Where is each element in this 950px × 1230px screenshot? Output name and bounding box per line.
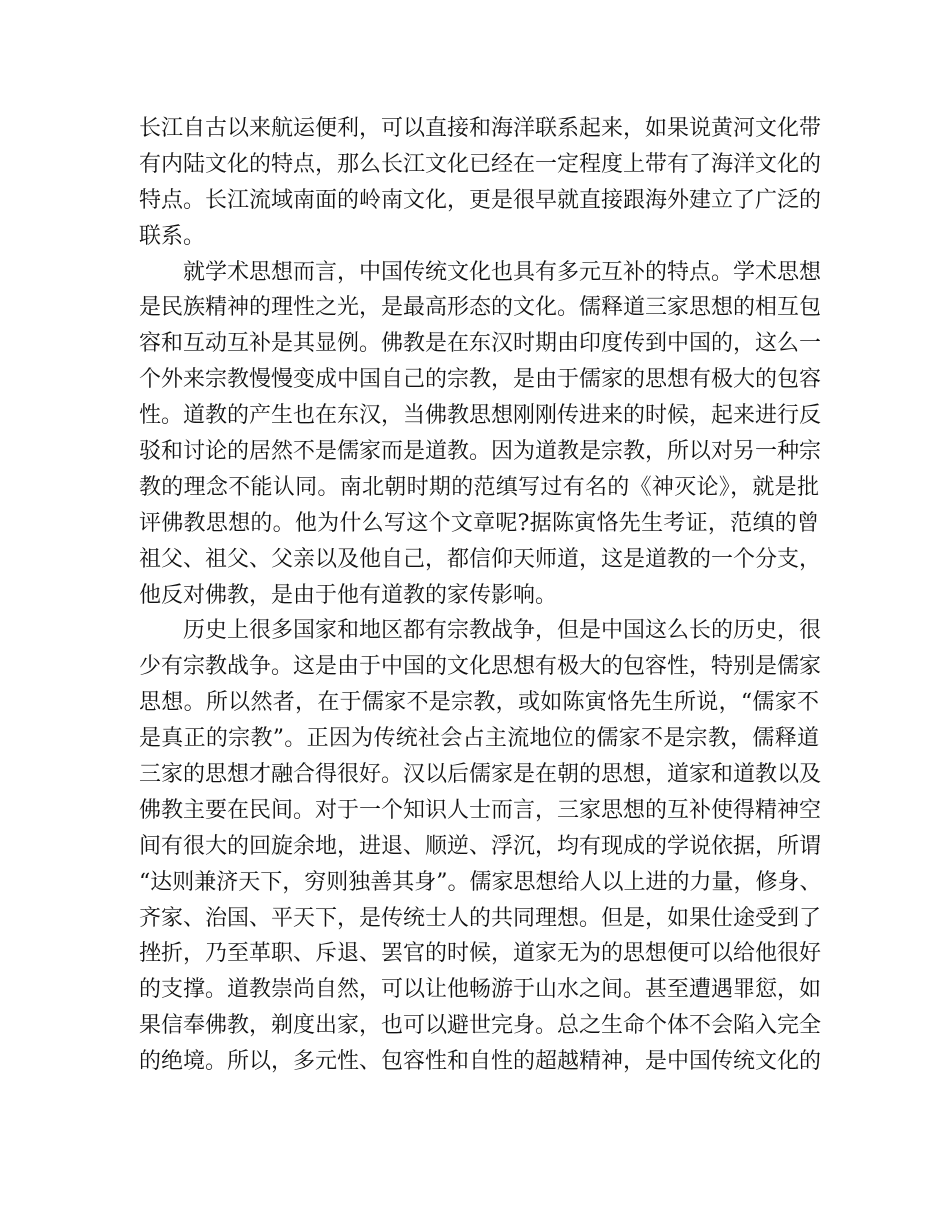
text-line: 评佛教思想的。他为什么写这个文章呢?据陈寅恪先生考证，范缜的曾 <box>139 510 819 536</box>
text-line: 挫折，乃至革职、斥退、罢官的时候，道家无为的思想便可以给他很好 <box>139 941 822 967</box>
text-line: 就学术思想而言，中国传统文化也具有多元互补的特点。学术思想 <box>139 259 822 285</box>
text-line: 历史上很多国家和地区都有宗教战争，但是中国这么长的历史，很 <box>139 618 822 644</box>
text-line: 间有很大的回旋余地，进退、顺逆、浮沉，均有现成的学说依据，所谓 <box>139 833 822 859</box>
text-line: 果信奉佛教，剃度出家，也可以避世完身。总之生命个体不会陷入完全 <box>139 1013 822 1039</box>
text-line: 是民族精神的理性之光，是最高形态的文化。儒释道三家思想的相互包 <box>139 295 822 321</box>
text-line: 性。道教的产生也在东汉，当佛教思想刚刚传进来的时候，起来进行反 <box>139 403 822 429</box>
text-line: 容和互动互补是其显例。佛教是在东汉时期由印度传到中国的，这么一 <box>139 331 822 357</box>
text-line: 驳和讨论的居然不是儒家而是道教。因为道教是宗教，所以对另一种宗 <box>139 439 822 465</box>
text-line: 教的理念不能认同。南北朝时期的范缜写过有名的《神灭论》，就是批 <box>139 474 819 500</box>
text-line: “达则兼济天下，穷则独善其身”。儒家思想给人以上进的力量，修身、 <box>139 869 822 895</box>
text-line: 是真正的宗教”。正因为传统社会占主流地位的儒家不是宗教，儒释道 <box>139 726 819 752</box>
text-line: 三家的思想才融合得很好。汉以后儒家是在朝的思想，道家和道教以及 <box>139 762 822 788</box>
text-line: 他反对佛教，是由于他有道教的家传影响。 <box>139 582 558 608</box>
text-line: 的绝境。所以，多元性、包容性和自性的超越精神，是中国传统文化的 <box>139 1049 822 1075</box>
text-line: 齐家、治国、平天下，是传统士人的共同理想。但是，如果仕途受到了 <box>139 905 822 931</box>
text-line: 长江自古以来航运便利，可以直接和海洋联系起来，如果说黄河文化带 <box>139 116 822 141</box>
text-line: 联系。 <box>139 223 206 249</box>
body-text <box>139 111 822 1080</box>
text-line: 祖父、祖父、父亲以及他自己，都信仰天师道，这是道教的一个分支， <box>139 546 822 572</box>
text-line: 少有宗教战争。这是由于中国的文化思想有极大的包容性，特别是儒家 <box>139 654 822 680</box>
text-line: 的支撑。道教崇尚自然，可以让他畅游于山水之间。甚至遭遇罪愆，如 <box>139 977 822 1003</box>
text-line: 佛教主要在民间。对于一个知识人士而言，三家思想的互补使得精神空 <box>139 797 822 823</box>
text-line: 有内陆文化的特点，那么长江文化已经在一定程度上带有了海洋文化的 <box>139 151 822 177</box>
text-line: 个外来宗教慢慢变成中国自己的宗教，是由于儒家的思想有极大的包容 <box>139 367 822 393</box>
text-line: 思想。所以然者，在于儒家不是宗教，或如陈寅恪先生所说，“儒家不 <box>139 690 819 716</box>
text-line: 特点。长江流域南面的岭南文化，更是很早就直接跟海外建立了广泛的 <box>139 187 822 213</box>
